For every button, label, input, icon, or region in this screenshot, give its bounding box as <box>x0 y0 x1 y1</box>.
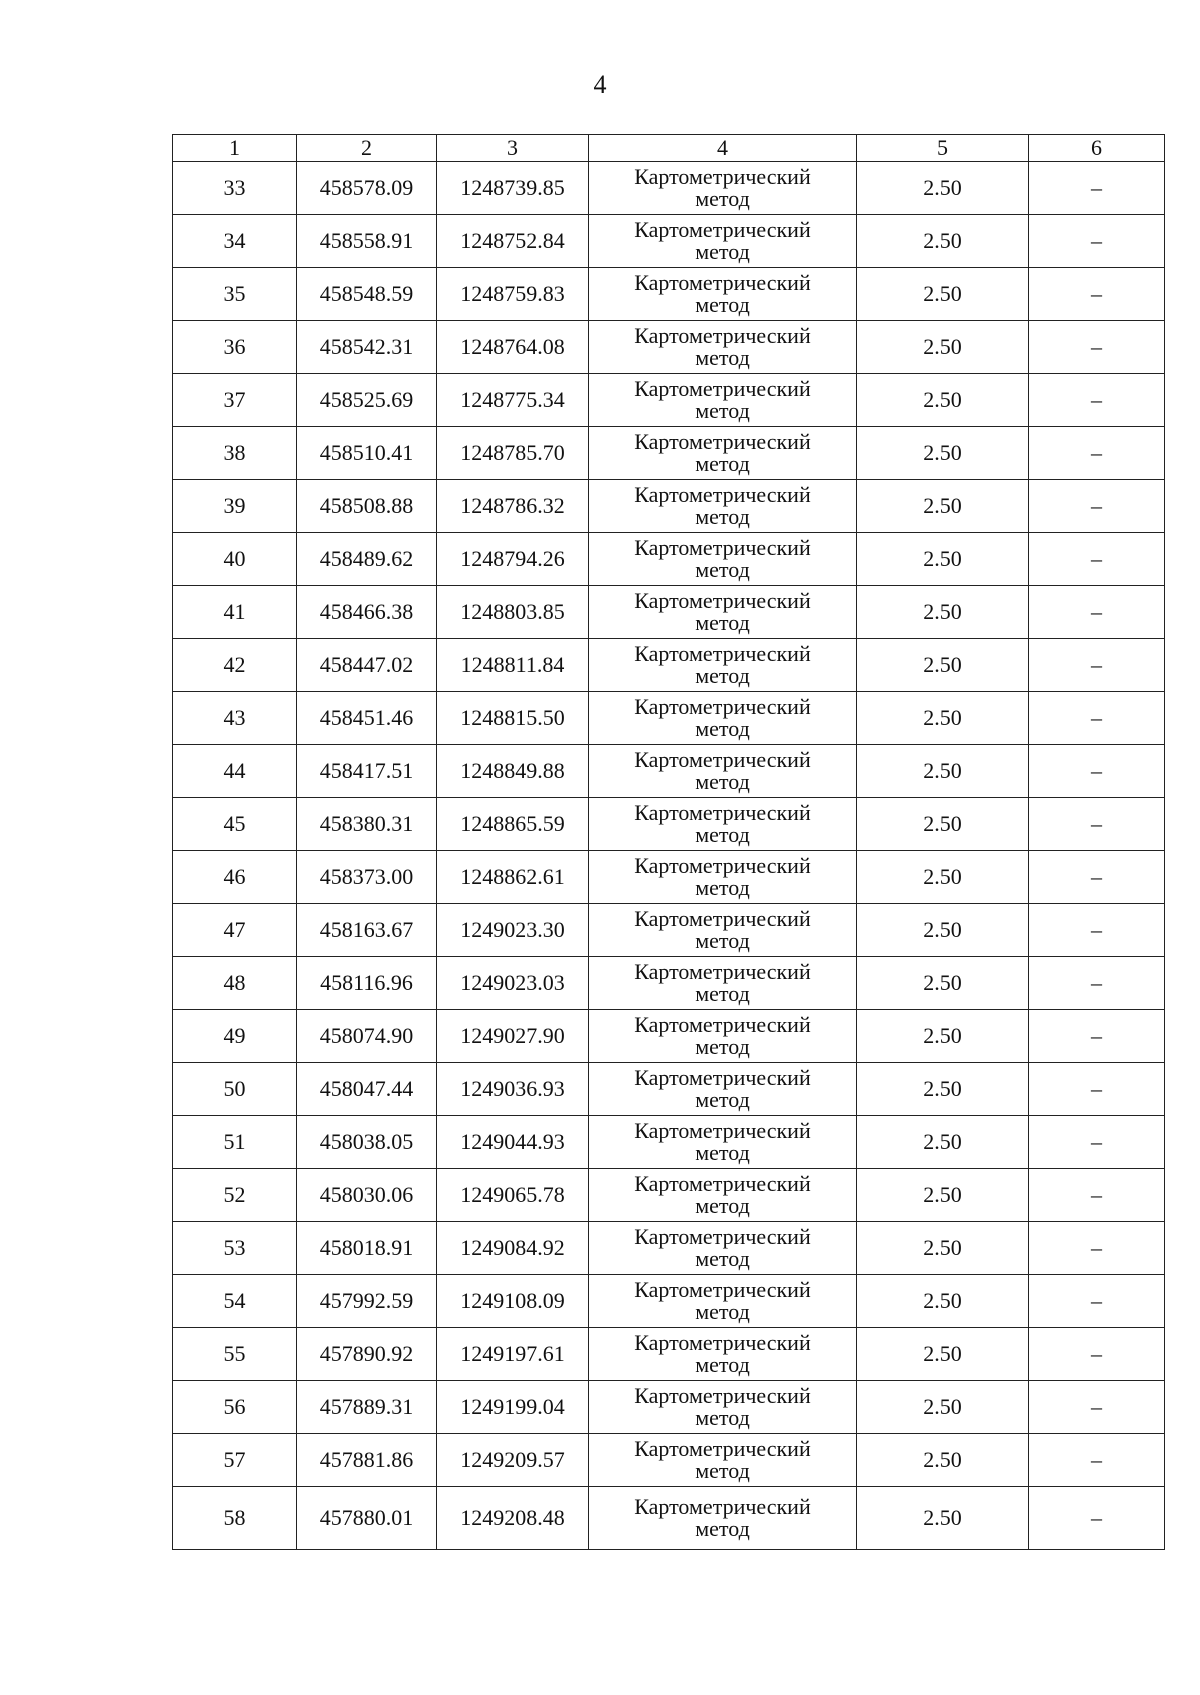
point-number-cell: 49 <box>173 1010 297 1063</box>
note-cell: – <box>1029 745 1165 798</box>
point-number-cell: 44 <box>173 745 297 798</box>
method-cell <box>589 586 857 639</box>
method-text-line1: Картометрический <box>634 588 811 613</box>
table-row <box>173 162 1165 215</box>
x-coordinate-cell: 458380.31 <box>297 798 437 851</box>
point-number-cell: 33 <box>173 162 297 215</box>
method-text-line1: Картометрический <box>634 1118 811 1143</box>
method-text-line1: Картометрический <box>634 959 811 984</box>
point-number-cell: 40 <box>173 533 297 586</box>
precision-cell: 2.50 <box>857 427 1029 480</box>
method-text-line1: Картометрический <box>634 482 811 507</box>
x-coordinate-cell: 458466.38 <box>297 586 437 639</box>
point-number-cell: 34 <box>173 215 297 268</box>
table-row <box>173 1434 1165 1487</box>
note-cell: – <box>1029 321 1165 374</box>
x-coordinate-cell: 458451.46 <box>297 692 437 745</box>
precision-cell: 2.50 <box>857 1275 1029 1328</box>
table-row <box>173 798 1165 851</box>
y-coordinate-cell: 1249209.57 <box>437 1434 589 1487</box>
x-coordinate-cell: 458508.88 <box>297 480 437 533</box>
note-cell: – <box>1029 374 1165 427</box>
method-text-line1: Картометрический <box>634 800 811 825</box>
method-cell <box>589 692 857 745</box>
y-coordinate-cell: 1248786.32 <box>437 480 589 533</box>
method-text-line2: метод <box>695 610 750 635</box>
precision-cell: 2.50 <box>857 162 1029 215</box>
precision-cell: 2.50 <box>857 1434 1029 1487</box>
x-coordinate-cell: 458548.59 <box>297 268 437 321</box>
precision-cell: 2.50 <box>857 1169 1029 1222</box>
method-text-line2: метод <box>695 345 750 370</box>
column-header-5: 5 <box>857 135 1029 162</box>
precision-cell: 2.50 <box>857 798 1029 851</box>
y-coordinate-cell: 1249027.90 <box>437 1010 589 1063</box>
point-number-cell: 39 <box>173 480 297 533</box>
method-text-line2: метод <box>695 1140 750 1165</box>
method-text-line1: Картометрический <box>634 1171 811 1196</box>
y-coordinate-cell: 1248752.84 <box>437 215 589 268</box>
table-row <box>173 321 1165 374</box>
method-text-line2: метод <box>695 1516 750 1541</box>
x-coordinate-cell: 458018.91 <box>297 1222 437 1275</box>
method-text-line2: метод <box>695 928 750 953</box>
method-text-line1: Картометрический <box>634 1330 811 1355</box>
point-number-cell: 53 <box>173 1222 297 1275</box>
note-cell: – <box>1029 162 1165 215</box>
note-cell: – <box>1029 798 1165 851</box>
method-cell <box>589 1169 857 1222</box>
method-cell <box>589 745 857 798</box>
y-coordinate-cell: 1249197.61 <box>437 1328 589 1381</box>
table-row <box>173 1063 1165 1116</box>
y-coordinate-cell: 1249108.09 <box>437 1275 589 1328</box>
method-cell <box>589 533 857 586</box>
note-cell: – <box>1029 533 1165 586</box>
table-row <box>173 692 1165 745</box>
y-coordinate-cell: 1248815.50 <box>437 692 589 745</box>
point-number-cell: 57 <box>173 1434 297 1487</box>
note-cell: – <box>1029 957 1165 1010</box>
method-text-line1: Картометрический <box>634 323 811 348</box>
method-text-line1: Картометрический <box>634 270 811 295</box>
table-row <box>173 639 1165 692</box>
x-coordinate-cell: 457880.01 <box>297 1487 437 1550</box>
precision-cell: 2.50 <box>857 745 1029 798</box>
y-coordinate-cell: 1249084.92 <box>437 1222 589 1275</box>
table-row <box>173 1487 1165 1550</box>
method-cell <box>589 798 857 851</box>
note-cell: – <box>1029 1275 1165 1328</box>
precision-cell: 2.50 <box>857 1328 1029 1381</box>
precision-cell: 2.50 <box>857 904 1029 957</box>
point-number-cell: 37 <box>173 374 297 427</box>
x-coordinate-cell: 458510.41 <box>297 427 437 480</box>
table-row <box>173 268 1165 321</box>
method-cell <box>589 427 857 480</box>
method-cell <box>589 1328 857 1381</box>
table-row <box>173 745 1165 798</box>
method-cell <box>589 1010 857 1063</box>
table-row <box>173 1169 1165 1222</box>
method-text-line1: Картометрический <box>634 1436 811 1461</box>
point-number-cell: 58 <box>173 1487 297 1550</box>
method-text-line1: Картометрический <box>634 164 811 189</box>
method-text-line1: Картометрический <box>634 747 811 772</box>
method-cell <box>589 215 857 268</box>
y-coordinate-cell: 1248849.88 <box>437 745 589 798</box>
precision-cell: 2.50 <box>857 1222 1029 1275</box>
method-text-line2: метод <box>695 716 750 741</box>
method-text-line1: Картометрический <box>634 1012 811 1037</box>
x-coordinate-cell: 458030.06 <box>297 1169 437 1222</box>
method-text-line2: метод <box>695 1087 750 1112</box>
point-number-cell: 56 <box>173 1381 297 1434</box>
table-row <box>173 851 1165 904</box>
method-text-line1: Картометрический <box>634 217 811 242</box>
y-coordinate-cell: 1248785.70 <box>437 427 589 480</box>
x-coordinate-cell: 457881.86 <box>297 1434 437 1487</box>
note-cell: – <box>1029 692 1165 745</box>
note-cell: – <box>1029 427 1165 480</box>
x-coordinate-cell: 458542.31 <box>297 321 437 374</box>
x-coordinate-cell: 458074.90 <box>297 1010 437 1063</box>
column-header-1: 1 <box>173 135 297 162</box>
table-row <box>173 1222 1165 1275</box>
table-row <box>173 374 1165 427</box>
x-coordinate-cell: 457992.59 <box>297 1275 437 1328</box>
precision-cell: 2.50 <box>857 957 1029 1010</box>
point-number-cell: 45 <box>173 798 297 851</box>
y-coordinate-cell: 1248803.85 <box>437 586 589 639</box>
point-number-cell: 43 <box>173 692 297 745</box>
method-cell <box>589 374 857 427</box>
note-cell: – <box>1029 480 1165 533</box>
x-coordinate-cell: 457889.31 <box>297 1381 437 1434</box>
table-row <box>173 480 1165 533</box>
precision-cell: 2.50 <box>857 321 1029 374</box>
y-coordinate-cell: 1248865.59 <box>437 798 589 851</box>
method-text-line1: Картометрический <box>634 535 811 560</box>
x-coordinate-cell: 457890.92 <box>297 1328 437 1381</box>
table-row <box>173 904 1165 957</box>
method-cell <box>589 1487 857 1550</box>
note-cell: – <box>1029 586 1165 639</box>
precision-cell: 2.50 <box>857 1116 1029 1169</box>
table-body <box>173 162 1165 1550</box>
coordinates-table <box>172 134 1165 1550</box>
method-text-line1: Картометрический <box>634 1065 811 1090</box>
y-coordinate-cell: 1248794.26 <box>437 533 589 586</box>
y-coordinate-cell: 1249044.93 <box>437 1116 589 1169</box>
method-text-line2: метод <box>695 1034 750 1059</box>
precision-cell: 2.50 <box>857 586 1029 639</box>
point-number-cell: 54 <box>173 1275 297 1328</box>
x-coordinate-cell: 458116.96 <box>297 957 437 1010</box>
note-cell: – <box>1029 1116 1165 1169</box>
page-number: 4 <box>593 70 607 99</box>
method-text-line2: метод <box>695 1193 750 1218</box>
table-row <box>173 957 1165 1010</box>
note-cell: – <box>1029 1381 1165 1434</box>
y-coordinate-cell: 1249199.04 <box>437 1381 589 1434</box>
table-row <box>173 1010 1165 1063</box>
note-cell: – <box>1029 1434 1165 1487</box>
x-coordinate-cell: 458489.62 <box>297 533 437 586</box>
method-cell <box>589 1381 857 1434</box>
note-cell: – <box>1029 268 1165 321</box>
method-text-line2: метод <box>695 398 750 423</box>
y-coordinate-cell: 1248759.83 <box>437 268 589 321</box>
point-number-cell: 38 <box>173 427 297 480</box>
table-row <box>173 1381 1165 1434</box>
method-cell <box>589 1222 857 1275</box>
point-number-cell: 52 <box>173 1169 297 1222</box>
x-coordinate-cell: 458578.09 <box>297 162 437 215</box>
precision-cell: 2.50 <box>857 692 1029 745</box>
point-number-cell: 48 <box>173 957 297 1010</box>
point-number-cell: 47 <box>173 904 297 957</box>
precision-cell: 2.50 <box>857 268 1029 321</box>
table-row <box>173 427 1165 480</box>
y-coordinate-cell: 1248811.84 <box>437 639 589 692</box>
point-number-cell: 42 <box>173 639 297 692</box>
note-cell: – <box>1029 1487 1165 1550</box>
precision-cell: 2.50 <box>857 374 1029 427</box>
x-coordinate-cell: 458047.44 <box>297 1063 437 1116</box>
note-cell: – <box>1029 851 1165 904</box>
y-coordinate-cell: 1248862.61 <box>437 851 589 904</box>
method-cell <box>589 1063 857 1116</box>
method-text-line2: метод <box>695 1405 750 1430</box>
x-coordinate-cell: 458447.02 <box>297 639 437 692</box>
method-text-line2: метод <box>695 239 750 264</box>
note-cell: – <box>1029 1222 1165 1275</box>
method-cell <box>589 851 857 904</box>
column-header-3: 3 <box>437 135 589 162</box>
precision-cell: 2.50 <box>857 1487 1029 1550</box>
precision-cell: 2.50 <box>857 639 1029 692</box>
method-cell <box>589 639 857 692</box>
method-cell <box>589 321 857 374</box>
method-text-line1: Картометрический <box>634 429 811 454</box>
method-cell <box>589 1275 857 1328</box>
precision-cell: 2.50 <box>857 1381 1029 1434</box>
precision-cell: 2.50 <box>857 851 1029 904</box>
column-header-2: 2 <box>297 135 437 162</box>
x-coordinate-cell: 458038.05 <box>297 1116 437 1169</box>
method-text-line1: Картометрический <box>634 906 811 931</box>
precision-cell: 2.50 <box>857 215 1029 268</box>
x-coordinate-cell: 458163.67 <box>297 904 437 957</box>
method-cell <box>589 268 857 321</box>
method-text-line1: Картометрический <box>634 694 811 719</box>
point-number-cell: 51 <box>173 1116 297 1169</box>
method-text-line2: метод <box>695 981 750 1006</box>
method-cell <box>589 904 857 957</box>
precision-cell: 2.50 <box>857 1063 1029 1116</box>
table-row <box>173 215 1165 268</box>
note-cell: – <box>1029 904 1165 957</box>
note-cell: – <box>1029 639 1165 692</box>
method-text-line1: Картометрический <box>634 1494 811 1519</box>
x-coordinate-cell: 458417.51 <box>297 745 437 798</box>
y-coordinate-cell: 1248775.34 <box>437 374 589 427</box>
point-number-cell: 55 <box>173 1328 297 1381</box>
y-coordinate-cell: 1248764.08 <box>437 321 589 374</box>
note-cell: – <box>1029 1169 1165 1222</box>
table-header <box>173 135 1165 162</box>
method-text-line2: метод <box>695 1352 750 1377</box>
method-text-line2: метод <box>695 769 750 794</box>
point-number-cell: 50 <box>173 1063 297 1116</box>
method-text-line1: Картометрический <box>634 1383 811 1408</box>
method-text-line2: метод <box>695 1299 750 1324</box>
point-number-cell: 41 <box>173 586 297 639</box>
method-text-line2: метод <box>695 663 750 688</box>
point-number-cell: 46 <box>173 851 297 904</box>
x-coordinate-cell: 458373.00 <box>297 851 437 904</box>
method-text-line1: Картометрический <box>634 376 811 401</box>
method-text-line1: Картометрический <box>634 641 811 666</box>
point-number-cell: 35 <box>173 268 297 321</box>
method-cell <box>589 1116 857 1169</box>
y-coordinate-cell: 1248739.85 <box>437 162 589 215</box>
table-row <box>173 533 1165 586</box>
x-coordinate-cell: 458525.69 <box>297 374 437 427</box>
note-cell: – <box>1029 1063 1165 1116</box>
table-row <box>173 1116 1165 1169</box>
y-coordinate-cell: 1249023.30 <box>437 904 589 957</box>
method-text-line1: Картометрический <box>634 1224 811 1249</box>
method-cell <box>589 480 857 533</box>
x-coordinate-cell: 458558.91 <box>297 215 437 268</box>
precision-cell: 2.50 <box>857 533 1029 586</box>
table-row <box>173 1328 1165 1381</box>
y-coordinate-cell: 1249036.93 <box>437 1063 589 1116</box>
method-text-line2: метод <box>695 1458 750 1483</box>
precision-cell: 2.50 <box>857 480 1029 533</box>
method-text-line2: метод <box>695 875 750 900</box>
method-text-line1: Картометрический <box>634 853 811 878</box>
note-cell: – <box>1029 1010 1165 1063</box>
method-text-line2: метод <box>695 557 750 582</box>
method-cell <box>589 1434 857 1487</box>
header-row <box>173 135 1165 162</box>
method-text-line2: метод <box>695 451 750 476</box>
y-coordinate-cell: 1249023.03 <box>437 957 589 1010</box>
y-coordinate-cell: 1249208.48 <box>437 1487 589 1550</box>
method-text-line2: метод <box>695 504 750 529</box>
column-header-4: 4 <box>589 135 857 162</box>
method-cell <box>589 957 857 1010</box>
point-number-cell: 36 <box>173 321 297 374</box>
column-header-6: 6 <box>1029 135 1165 162</box>
method-text-line1: Картометрический <box>634 1277 811 1302</box>
method-cell <box>589 162 857 215</box>
method-text-line2: метод <box>695 822 750 847</box>
note-cell: – <box>1029 1328 1165 1381</box>
note-cell: – <box>1029 215 1165 268</box>
y-coordinate-cell: 1249065.78 <box>437 1169 589 1222</box>
method-text-line2: метод <box>695 292 750 317</box>
method-text-line2: метод <box>695 1246 750 1271</box>
precision-cell: 2.50 <box>857 1010 1029 1063</box>
table-row <box>173 1275 1165 1328</box>
table-row <box>173 586 1165 639</box>
method-text-line2: метод <box>695 186 750 211</box>
